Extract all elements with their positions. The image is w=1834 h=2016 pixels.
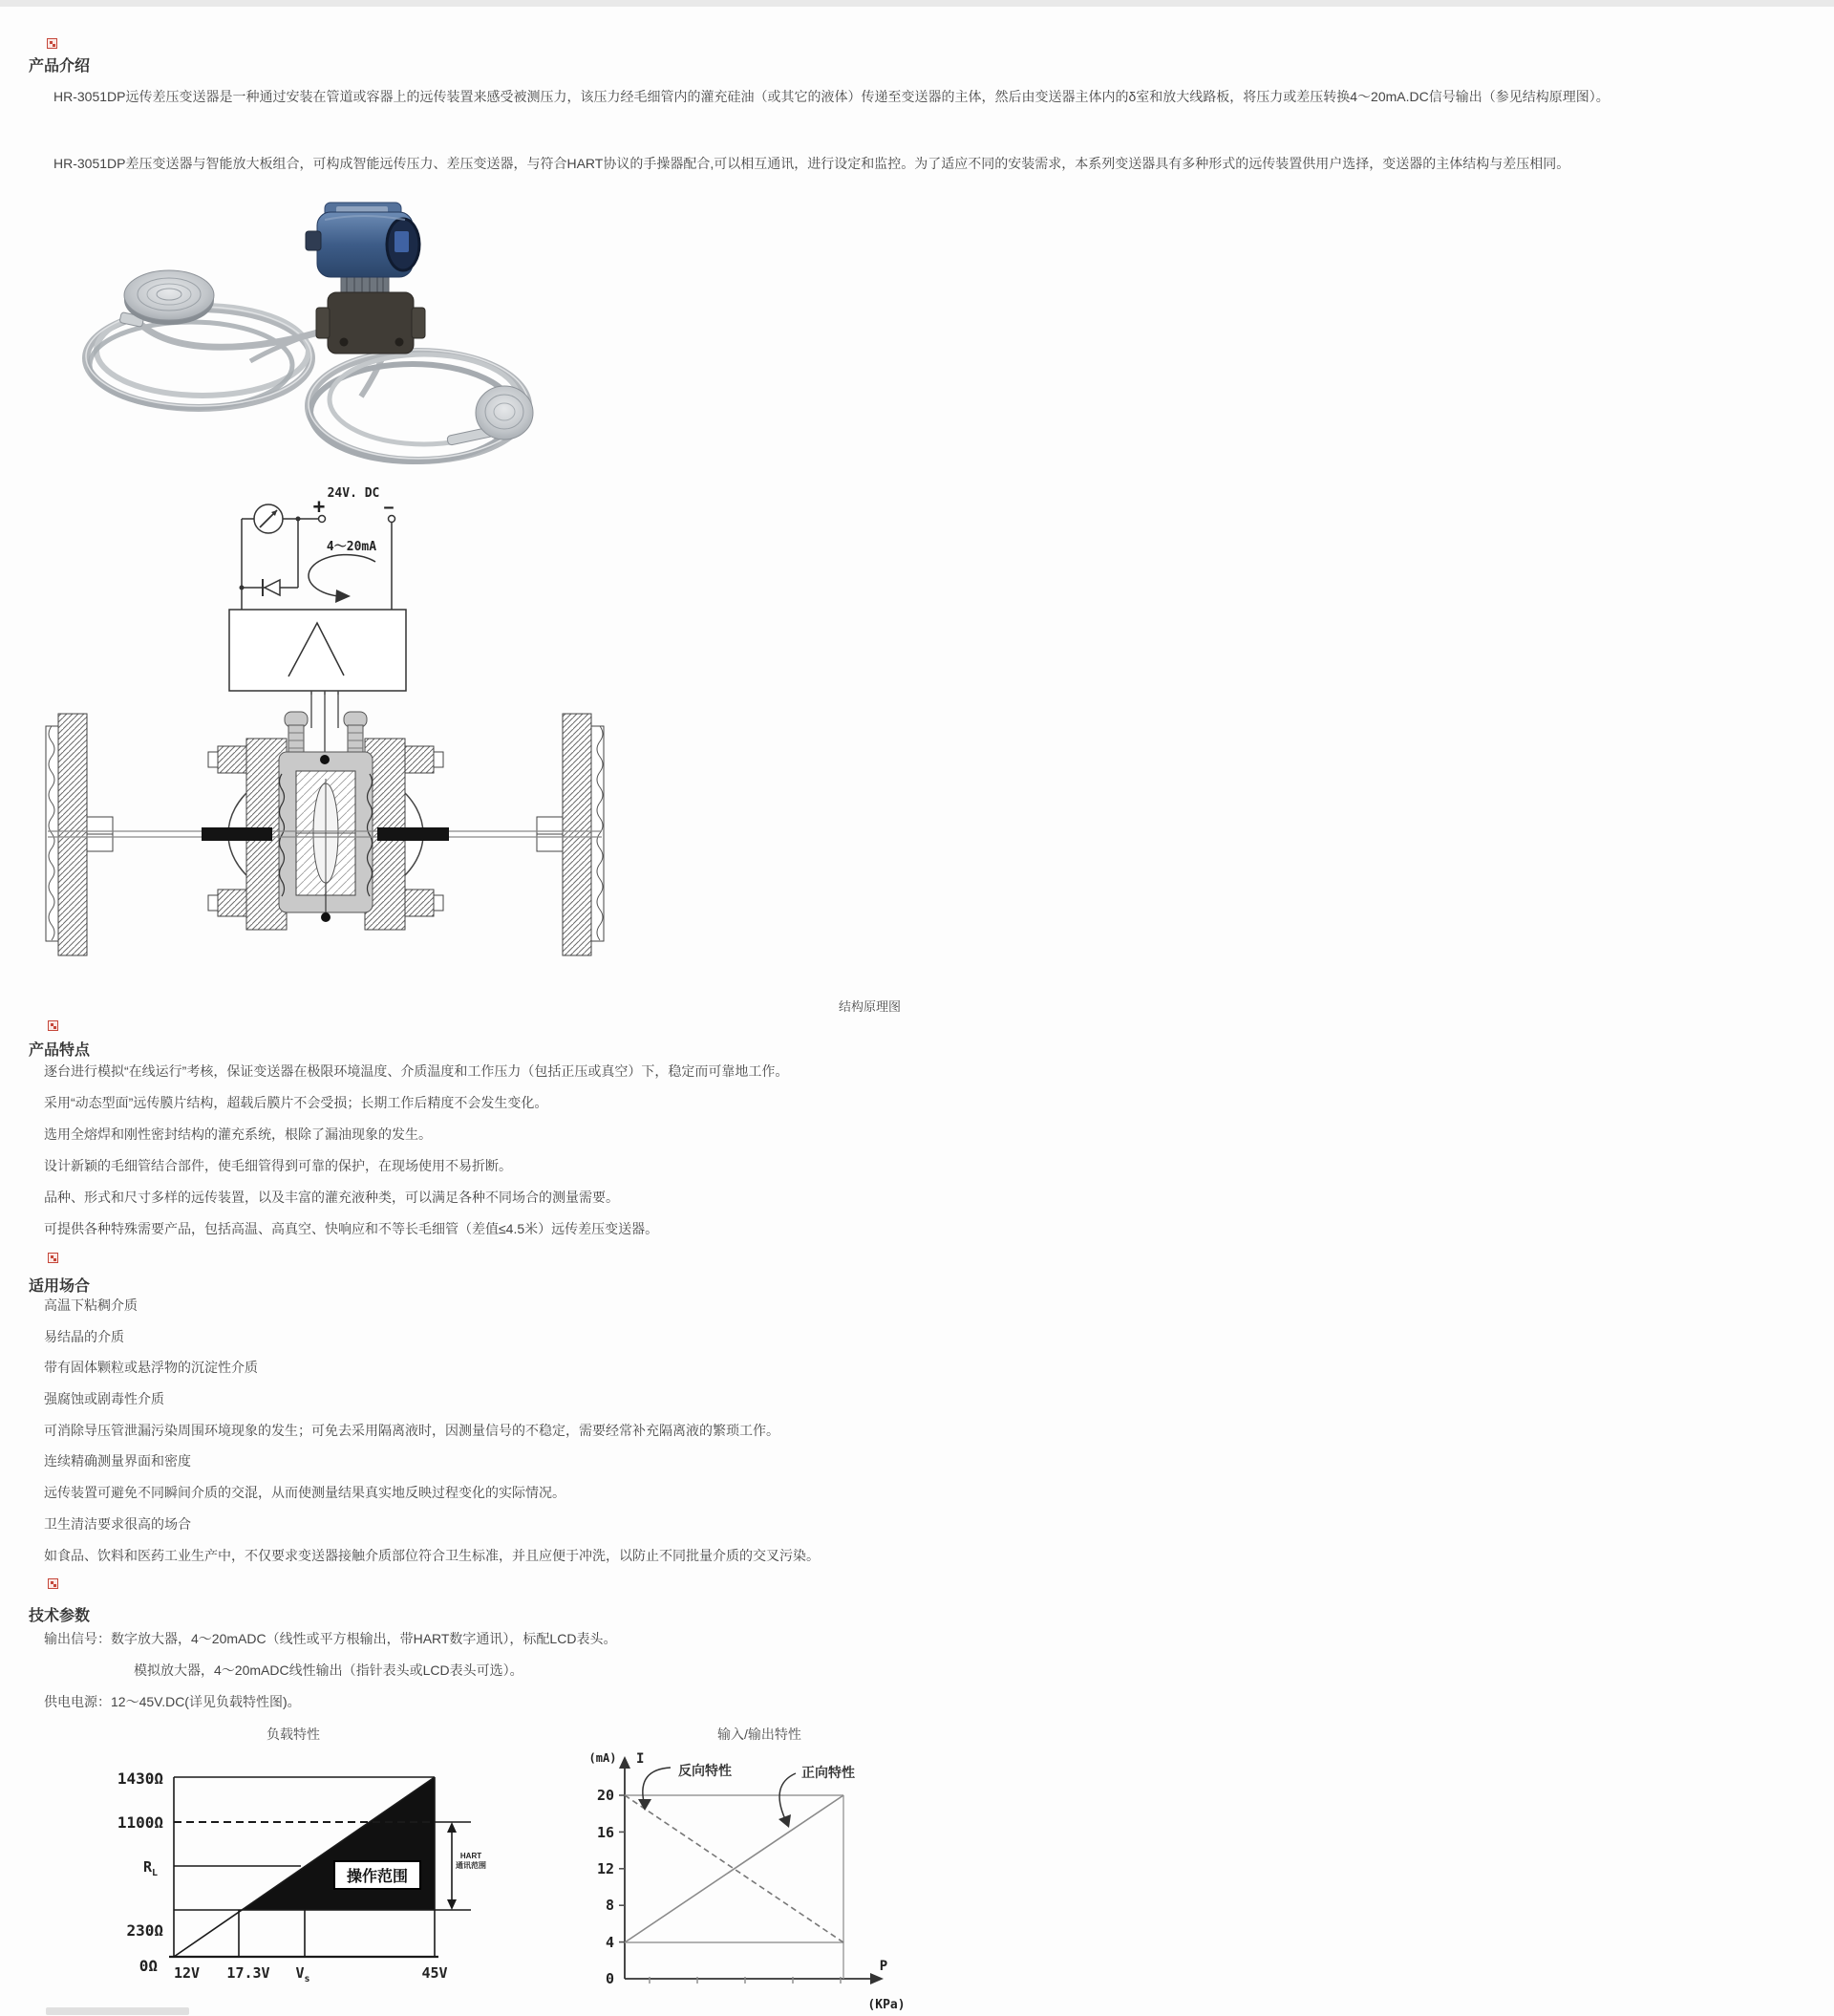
feature-item: 采用“动态型面”远传膜片结构，超载后膜片不会受损；长期工作后精度不会发生变化。: [44, 1095, 548, 1110]
x-tick-12v: 12V: [174, 1964, 201, 1982]
x-axis-label: P: [879, 1959, 888, 1974]
forward-series-label: 正向特性: [801, 1765, 855, 1780]
feature-item: 设计新颖的毛细管结合部件，使毛细管得到可靠的保护，在现场使用不易折断。: [44, 1158, 512, 1173]
application-item: 如食品、饮料和医药工业生产中，不仅要求变送器接触介质部位符合卫生标准，并且应便于冲洗，以防止不同批量介质的交叉污染。: [44, 1547, 820, 1563]
y-tick-1100: 1100Ω: [117, 1813, 163, 1832]
broken-image-icon: [48, 1253, 58, 1263]
hart-label-2: 通讯范围: [456, 1861, 486, 1870]
flange-left: [46, 714, 113, 955]
section-title-applications: 适用场合: [29, 1278, 91, 1295]
section-title-features: 产品特点: [29, 1042, 91, 1059]
y-axis-label: I: [636, 1751, 645, 1767]
x-unit-label: (KPa): [867, 1998, 906, 2012]
y-tick-rl: $R_L$: [142, 1858, 158, 1878]
application-item: 易结晶的介质: [44, 1328, 124, 1344]
wiring-schematic: [218, 481, 495, 696]
operating-range-label: 操作范围: [346, 1869, 409, 1885]
section-title-intro: 产品介绍: [29, 58, 91, 75]
application-list: [44, 1290, 1477, 1571]
signal-wires: [311, 691, 338, 758]
transmitter-body: [250, 203, 425, 361]
load-chart-title: 负载特性: [267, 1726, 320, 1742]
remote-seal-disc-right: [476, 386, 533, 440]
feature-item: 品种、形式和尺寸多样的远传装置，以及丰富的灌充液种类，可以满足各种不同场合的测量需要。: [44, 1190, 619, 1205]
feature-item: 选用全熔焊和刚性密封结构的灌充系统，根除了漏油现象的发生。: [44, 1126, 432, 1142]
application-item: 强腐蚀或剧毒性介质: [44, 1391, 164, 1407]
feature-list: [44, 1056, 1477, 1245]
hart-label-1: HART: [459, 1852, 482, 1860]
supply-voltage-label: 24V. DC: [327, 486, 380, 501]
y-tick-1430: 1430Ω: [117, 1769, 163, 1788]
y-tick-0: 0Ω: [139, 1957, 158, 1975]
plus-sign: +: [312, 495, 326, 518]
spec-output-signal: 输出信号：数字放大器，4～20mADC（线性或平方根输出，带HART数字通讯），标配LCD表头。: [44, 1631, 617, 1646]
y-tick-16: 16: [596, 1824, 614, 1841]
feature-item: 可提供各种特殊需要产品，包括高温、高真空、快响应和不等长毛细管（差值≤4.5米）远传差压变送器。: [44, 1221, 659, 1236]
left-capillary-coil: [86, 306, 325, 408]
application-item: 带有固体颗粒或悬浮物的沉淀性介质: [44, 1360, 258, 1376]
top-strip: [0, 0, 1834, 7]
application-item: 连续精确测量界面和密度: [44, 1453, 191, 1469]
application-item: 卫生清洁要求很高的场合: [44, 1515, 191, 1532]
reverse-series-label: 反向特性: [678, 1763, 732, 1778]
x-tick-vs: $V_s$: [295, 1964, 310, 1984]
diagram-caption: 结构原理图: [839, 999, 902, 1014]
io-chart-title: 输入/输出特性: [717, 1726, 801, 1742]
intro-paragraph-1: HR-3051DP远传差压变送器是一种通过安装在管道或容器上的远传装置来感受被测压力，该压力经毛细管内的灌充硅油（或其它的液体）传递至变送器的主体，然后由变送器主体内的δ室和放大线路板，将压力或差压转换4～20mA.DC信号输出（参见结构原理图）。: [53, 89, 1610, 104]
application-item: 可消除导压管泄漏污染周围环境现象的发生；可免去采用隔离液时，因测量信号的不稳定，需要经常补充隔离液的繁琐工作。: [44, 1422, 779, 1438]
product-photo: [38, 201, 535, 487]
flange-right: [537, 714, 604, 955]
current-loop-arrow: [309, 555, 375, 596]
seal-bar-left: [202, 827, 272, 841]
load-chart: [91, 1756, 530, 1995]
io-chart: [568, 1743, 922, 2016]
seal-bar-right: [377, 827, 449, 841]
x-tick-17-3v: 17.3V: [226, 1964, 270, 1982]
broken-image-icon: [47, 38, 57, 49]
spec-output-analog: 模拟放大器，4～20mADC线性输出（指针表头或LCD表头可选）。: [134, 1662, 523, 1678]
application-item: 高温下粘稠介质: [44, 1298, 138, 1313]
minus-sign: −: [383, 498, 395, 518]
broken-image-icon: [48, 1578, 58, 1589]
y-tick-8: 8: [605, 1897, 614, 1914]
section-title-specs: 技术参数: [29, 1608, 91, 1624]
application-item: 远传装置可避免不同瞬间介质的交混，从而使测量结果真实地反映过程变化的实际情况。: [44, 1485, 565, 1501]
y-tick-12: 12: [596, 1860, 614, 1877]
spec-power-supply: 供电电源：12～45V.DC(详见负载特性图)。: [44, 1694, 301, 1709]
broken-image-icon: [48, 1020, 58, 1031]
feature-item: 逐台进行模拟“在线运行”考核，保证变送器在极限环境温度、介质温度和工作压力（包括正压或真空）下，稳定而可靠地工作。: [44, 1063, 789, 1079]
x-tick-45v: 45V: [421, 1964, 448, 1982]
intro-paragraph-2: HR-3051DP差压变送器与智能放大板组合，可构成智能远传压力、差压变送器，与符合HART协议的手操器配合,可以相互通讯，进行设定和监控。为了适应不同的安装需求，本系列变送器具有多种形式的远传装置供用户选择，变送器的主体结构与差压相同。: [53, 156, 1570, 171]
y-tick-230: 230Ω: [126, 1921, 163, 1940]
y-unit-label: (mA): [588, 1751, 617, 1765]
y-tick-4: 4: [605, 1934, 614, 1951]
remote-seal-disc-left: [124, 270, 214, 325]
diode-icon: [263, 579, 280, 596]
cross-section-diagram: [29, 683, 611, 970]
cutoff-content: [46, 2007, 189, 2015]
current-range-label: 4～20mA: [326, 540, 377, 554]
y-tick-20: 20: [596, 1787, 614, 1804]
y-tick-0: 0: [605, 1970, 614, 1987]
